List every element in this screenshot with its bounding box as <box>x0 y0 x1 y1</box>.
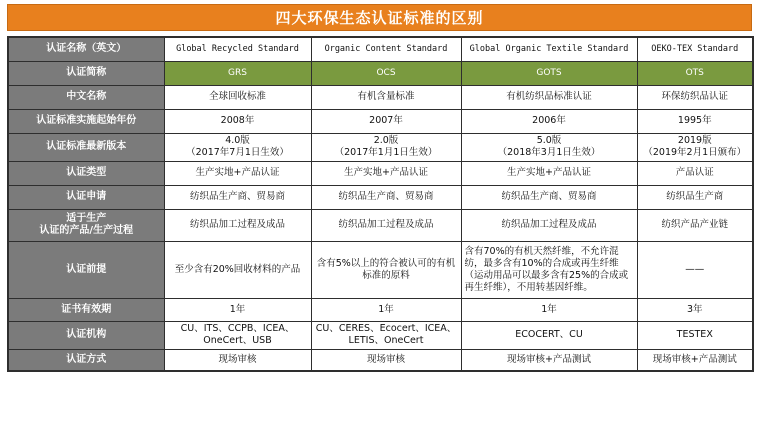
table-cell: 含有5%以上的符合被认可的有机标准的原料 <box>311 241 461 298</box>
table-cell: 纺织品生产商、贸易商 <box>164 185 311 209</box>
table-cell: 2006年 <box>461 109 637 133</box>
row-label: 中文名称 <box>8 85 164 109</box>
table-row-english-name <box>8 37 753 61</box>
table-cell: 现场审核 <box>164 349 311 371</box>
table-cell: 现场审核+产品测试 <box>461 349 637 371</box>
table-cell: 4.0版 （2017年7月1日生效） <box>164 133 311 161</box>
table-cell: 1年 <box>461 298 637 321</box>
table-cell: 生产实地+产品认证 <box>164 161 311 185</box>
comparison-table <box>7 36 754 372</box>
row-label: 认证申请 <box>8 185 164 209</box>
row-label: 认证名称（英文） <box>8 37 164 61</box>
table-cell: CU、CERES、Ecocert、ICEA、 LETIS、OneCert <box>311 321 461 349</box>
row-label: 认证机构 <box>8 321 164 349</box>
row-label: 认证方式 <box>8 349 164 371</box>
table-row-premise <box>8 241 753 298</box>
table-cell: 1年 <box>164 298 311 321</box>
page-title: 四大环保生态认证标准的区别 <box>7 4 752 31</box>
table-cell: 纺织品生产商、贸易商 <box>461 185 637 209</box>
table-cell: 纺织产品产业链 <box>637 209 753 241</box>
table-row-chinese-name <box>8 85 753 109</box>
table-cell: 环保纺织品认证 <box>637 85 753 109</box>
table-cell: 纺织品加工过程及成品 <box>164 209 311 241</box>
table-cell: 至少含有20%回收材料的产品 <box>164 241 311 298</box>
table-row-validity <box>8 298 753 321</box>
row-label: 认证类型 <box>8 161 164 185</box>
table-cell: 产品认证 <box>637 161 753 185</box>
table-row-bodies <box>8 321 753 349</box>
table-cell: 现场审核+产品测试 <box>637 349 753 371</box>
table-cell: TESTEX <box>637 321 753 349</box>
table-cell: 生产实地+产品认证 <box>311 161 461 185</box>
table-cell: OTS <box>637 61 753 85</box>
table-cell: 纺织品生产商 <box>637 185 753 209</box>
table-cell: Global Recycled Standard <box>164 37 311 61</box>
table-cell: 纺织品加工过程及成品 <box>461 209 637 241</box>
table-cell: 3年 <box>637 298 753 321</box>
table-row-process <box>8 209 753 241</box>
table-cell: GOTS <box>461 61 637 85</box>
table-cell: Global Organic Textile Standard <box>461 37 637 61</box>
row-label: 认证标准最新版本 <box>8 133 164 161</box>
table-cell: —— <box>637 241 753 298</box>
table-cell: 纺织品生产商、贸易商 <box>311 185 461 209</box>
table-cell: CU、ITS、CCPB、ICEA、 OneCert、USB <box>164 321 311 349</box>
table-row-start-year <box>8 109 753 133</box>
table-cell: 2008年 <box>164 109 311 133</box>
row-label: 证书有效期 <box>8 298 164 321</box>
table-cell: 有机含量标准 <box>311 85 461 109</box>
comparison-document <box>7 4 752 372</box>
table-row-method <box>8 349 753 371</box>
table-row-abbreviation <box>8 61 753 85</box>
row-label: 认证前提 <box>8 241 164 298</box>
table-cell: 生产实地+产品认证 <box>461 161 637 185</box>
table-cell: 2007年 <box>311 109 461 133</box>
table-row-cert-type <box>8 161 753 185</box>
table-row-applicant <box>8 185 753 209</box>
table-cell: GRS <box>164 61 311 85</box>
table-row-latest-version <box>8 133 753 161</box>
table-cell: 2.0版 （2017年1月1日生效） <box>311 133 461 161</box>
table-cell: ECOCERT、CU <box>461 321 637 349</box>
table-cell: 纺织品加工过程及成品 <box>311 209 461 241</box>
table-cell: 1年 <box>311 298 461 321</box>
table-cell: 5.0版 （2018年3月1日生效） <box>461 133 637 161</box>
table-cell: 全球回收标准 <box>164 85 311 109</box>
row-label: 认证标准实施起始年份 <box>8 109 164 133</box>
table-cell: OEKO-TEX Standard <box>637 37 753 61</box>
row-label: 认证简称 <box>8 61 164 85</box>
table-cell: 2019版 （2019年2月1日颁布） <box>637 133 753 161</box>
table-cell: 现场审核 <box>311 349 461 371</box>
table-cell: 有机纺织品标准认证 <box>461 85 637 109</box>
table-cell: 含有70%的有机天然纤维，不允许混纺，最多含有10%的合成或再生纤维（运动用品可以最多含有25%的合成或再生纤维），不用转基因纤维。 <box>461 241 637 298</box>
row-label: 适于生产 认证的产品/生产过程 <box>8 209 164 241</box>
table-cell: 1995年 <box>637 109 753 133</box>
table-cell: Organic Content Standard <box>311 37 461 61</box>
table-cell: OCS <box>311 61 461 85</box>
